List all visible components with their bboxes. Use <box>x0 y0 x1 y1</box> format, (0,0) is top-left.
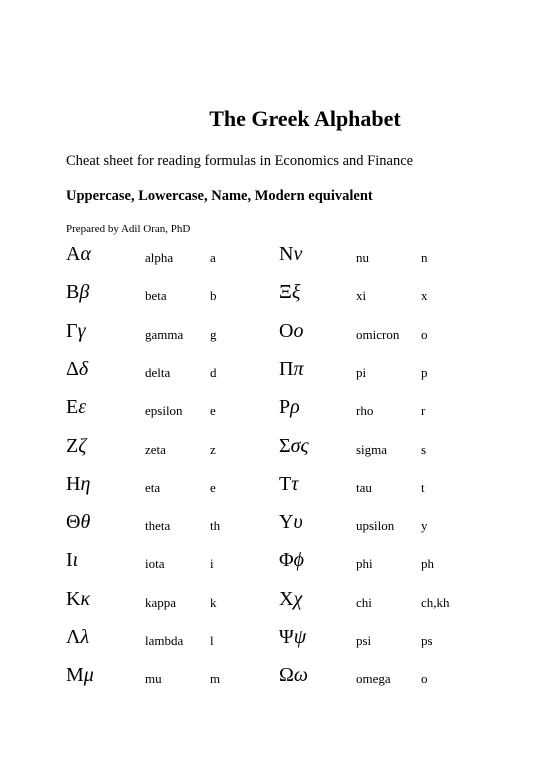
letter-name: upsilon <box>356 518 395 534</box>
author-credit: Prepared by Adil Oran, PhD <box>66 223 191 235</box>
letter-glyph <box>66 243 91 266</box>
letter-glyph <box>66 320 85 343</box>
lowercase-letter: κ <box>80 587 91 610</box>
lowercase-letter: ψ <box>293 626 307 648</box>
lowercase-letter: α <box>80 243 91 265</box>
lowercase-letter: ε <box>78 396 87 419</box>
lowercase-letter: ω <box>293 664 308 687</box>
letter-glyph <box>279 358 303 381</box>
modern-equivalent: th <box>210 518 221 534</box>
letter-glyph <box>279 243 302 266</box>
letter-name: phi <box>356 556 373 572</box>
letter-name: kappa <box>145 594 177 610</box>
letter-glyph <box>279 396 300 419</box>
modern-equivalent: k <box>210 594 217 610</box>
letter-glyph <box>66 664 94 687</box>
modern-equivalent: a <box>210 250 216 265</box>
letter-glyph <box>279 511 303 534</box>
modern-equivalent: ph <box>421 556 434 572</box>
lowercase-letter: θ <box>80 511 91 534</box>
uppercase-letter: Ν <box>279 243 294 265</box>
uppercase-letter: Κ <box>66 587 81 610</box>
letter-name: psi <box>356 633 372 648</box>
modern-equivalent: s <box>421 441 427 457</box>
uppercase-letter: Β <box>66 281 80 304</box>
letter-name: beta <box>145 288 167 304</box>
lowercase-letter: δ <box>78 357 89 380</box>
lowercase-letter: χ <box>293 587 303 610</box>
modern-equivalent: z <box>210 441 216 457</box>
uppercase-letter: Π <box>279 357 294 380</box>
letter-glyph <box>66 473 90 496</box>
letter-glyph <box>66 549 78 572</box>
letter-glyph <box>279 473 298 496</box>
letter-glyph <box>279 281 300 304</box>
letter-name: lambda <box>145 633 184 648</box>
uppercase-letter: Γ <box>66 319 78 342</box>
lowercase-letter: ρ <box>290 396 300 419</box>
modern-equivalent: o <box>421 671 428 687</box>
modern-equivalent: p <box>421 364 428 380</box>
uppercase-letter: Ε <box>66 396 79 419</box>
modern-equivalent: g <box>210 326 217 342</box>
letter-glyph <box>279 588 302 611</box>
uppercase-letter: Α <box>66 243 81 265</box>
modern-equivalent: e <box>210 403 216 419</box>
uppercase-letter: Η <box>66 472 81 495</box>
uppercase-letter: Χ <box>279 587 294 610</box>
modern-equivalent: d <box>210 364 217 380</box>
letter-glyph <box>66 511 90 534</box>
letter-glyph <box>66 626 89 649</box>
modern-equivalent: y <box>421 518 428 534</box>
lowercase-letter: π <box>293 357 304 380</box>
subtitle: Cheat sheet for reading formulas in Economics and Finance <box>66 153 414 169</box>
letter-name: chi <box>356 594 372 610</box>
lowercase-letter: β <box>79 281 90 304</box>
lowercase-letter: σς <box>290 434 309 457</box>
lowercase-letter: μ <box>83 664 94 687</box>
letter-glyph <box>279 626 306 649</box>
letter-name: rho <box>356 403 374 419</box>
letter-glyph <box>66 396 86 419</box>
letter-glyph <box>66 358 88 381</box>
letter-name: nu <box>356 250 369 265</box>
letter-glyph <box>66 588 90 611</box>
lowercase-letter: ζ <box>78 434 87 457</box>
letter-name: pi <box>356 364 367 380</box>
letter-name: omicron <box>356 326 400 342</box>
modern-equivalent: l <box>210 633 214 648</box>
letter-name: gamma <box>145 326 184 342</box>
lowercase-letter: ξ <box>291 281 301 304</box>
page-title: The Greek Alphabet <box>209 106 401 131</box>
letter-name: sigma <box>356 441 388 457</box>
letter-name: xi <box>356 288 367 304</box>
uppercase-letter: Υ <box>279 511 294 534</box>
modern-equivalent: m <box>210 671 221 687</box>
modern-equivalent: b <box>210 288 217 304</box>
lowercase-letter: ϕ <box>293 549 304 572</box>
modern-equivalent: ps <box>421 633 433 648</box>
letter-name: tau <box>356 479 372 495</box>
letter-name: eta <box>145 479 161 495</box>
uppercase-letter: Ζ <box>66 434 79 457</box>
lowercase-letter: ν <box>293 243 303 265</box>
letter-name: omega <box>356 671 391 687</box>
modern-equivalent: t <box>421 479 425 495</box>
uppercase-letter: Ρ <box>279 396 291 419</box>
letter-glyph <box>279 435 309 458</box>
lowercase-letter: λ <box>80 626 90 648</box>
lowercase-letter: ι <box>72 549 79 572</box>
modern-equivalent: x <box>421 288 428 304</box>
uppercase-letter: Ι <box>66 549 73 572</box>
letter-glyph <box>66 281 89 304</box>
lowercase-letter: ο <box>293 319 304 342</box>
letter-name: iota <box>145 556 165 572</box>
modern-equivalent: i <box>210 556 214 572</box>
uppercase-letter: Φ <box>279 549 294 572</box>
uppercase-letter: Ο <box>279 319 294 342</box>
uppercase-letter: Σ <box>279 434 291 457</box>
letter-name: delta <box>145 364 171 380</box>
letter-glyph <box>279 664 308 687</box>
modern-equivalent: ch,kh <box>421 594 450 610</box>
modern-equivalent: r <box>421 403 426 419</box>
uppercase-letter: Λ <box>66 626 81 648</box>
letter-glyph <box>279 320 303 343</box>
lowercase-letter: τ <box>291 472 299 495</box>
lowercase-letter: υ <box>293 511 303 534</box>
modern-equivalent: e <box>210 479 216 495</box>
letter-name: alpha <box>145 250 174 265</box>
uppercase-letter: Ω <box>279 664 294 687</box>
letter-glyph <box>66 435 86 458</box>
letter-name: epsilon <box>145 403 183 419</box>
letter-name: mu <box>145 671 162 687</box>
uppercase-letter: Δ <box>66 357 79 380</box>
letter-name: zeta <box>145 441 166 457</box>
uppercase-letter: Μ <box>66 664 84 687</box>
letter-glyph <box>279 549 304 572</box>
lowercase-letter: γ <box>77 319 86 342</box>
modern-equivalent: o <box>421 326 428 342</box>
uppercase-letter: Θ <box>66 511 81 534</box>
uppercase-letter: Ξ <box>279 281 292 304</box>
column-description-heading: Uppercase, Lowercase, Name, Modern equivalent <box>66 188 373 204</box>
uppercase-letter: Τ <box>279 472 292 495</box>
modern-equivalent: n <box>421 250 428 265</box>
lowercase-letter: η <box>80 472 91 495</box>
letter-name: theta <box>145 518 171 534</box>
uppercase-letter: Ψ <box>279 626 294 648</box>
